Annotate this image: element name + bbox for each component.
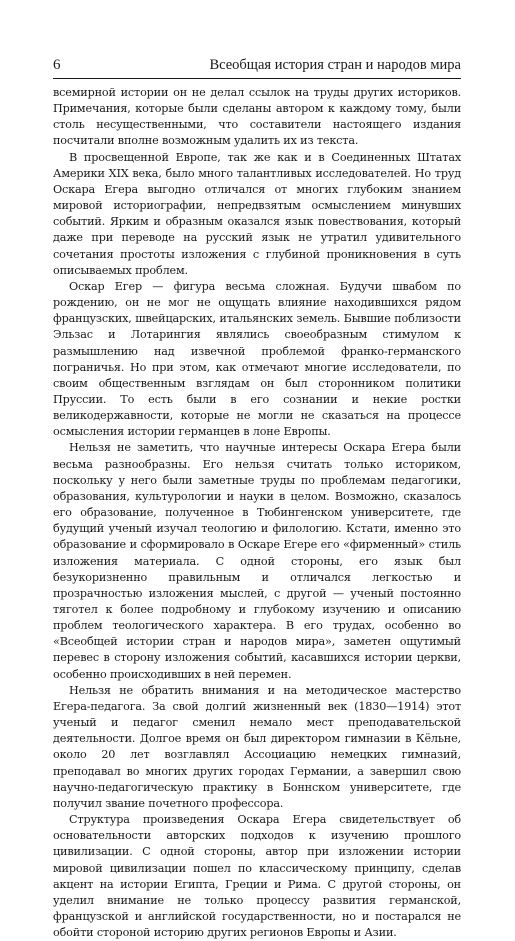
paragraph: Структура произведения Оскара Егера свидетельствует об основательности авторских подходов к изучению прошлого цивилизации. С одной стороны, автор при изложении истории мировой цивилизации пошел по классическому принципу, сделав акцент на истории Египта, Греции и Рима. С другой стороны, он уделил внимание не только процессу развития германской, французской и английской государственности, но и постарался не обойти стороной историю других регионов Европы и Азии. <box>53 813 461 940</box>
running-header <box>53 56 461 79</box>
paragraph: Нельзя не обратить внимания и на методическое мастерство Егера-педагога. За свой долгий жизненный век (1830—1914) этот ученый и педагог сменил немало мест преподавательской деятельности. Долгое время он был директором гимназии в Кёльне, около 20 лет возглавлял Ассоциацию немецких гимназий, преподавал во многих других городах Германии, а завершил свою научно-педагогическую практику в Боннском университете, где получил звание почетного профессора. <box>53 683 461 810</box>
paragraph: Нельзя не заметить, что научные интересы Оскара Егера были весьма разнообразны. Его нельзя считать только историком, поскольку у него были заметные труды по проблемам педагогики, образования, культурологии и науки в целом. Возможно, сказалось его образование, полученное в Тюбингенском университете, где будущий ученый изучал теологию и филологию. Кстати, именно это образование и сформировало в Оскаре Егере его «фирменный» стиль изложения материала. С одной стороны, его язык был безукоризненно правильным и отличался легкостью и прозрачностью изложения мыслей, с другой — ученый постоянно тяготел к более подробному и глубокому изучению и описанию проблем теологического характера. В его трудах, особенно во «Всеобщей истории стран и народов мира», заметен ощутимый перевес в сторону изложения событий, касавшихся истории церкви, особенно происходивших в ней перемен. <box>53 441 461 681</box>
book-page <box>53 56 461 941</box>
paragraph: В просвещенной Европе, так же как и в Соединенных Штатах Америки XIX века, было много талантливых исследователей. Но труд Оскара Егера выгодно отличался от многих глубоким знанием мировой историографии, непредвзятым осмыслением минувших событий. Ярким и образным оказался язык повествования, который даже при переводе на русский язык не утратил удивительного сочетания простоты изложения с глубиной проникновения в суть описываемых проблем. <box>53 150 461 277</box>
body-text <box>53 85 461 941</box>
paragraph: всемирной истории он не делал ссылок на труды других историков. Примечания, которые были сделаны автором к каждому тому, были столь несущественными, что составители настоящего издания посчитали вполне возможным удалить их из текста. <box>53 86 461 148</box>
page-number: 6 <box>53 57 61 73</box>
paragraph: Оскар Егер — фигура весьма сложная. Будучи швабом по рождению, он не мог не ощущать влияние находившихся рядом французских, швейцарских, итальянских земель. Бывшие поблизости Эльзас и Лотарингия являлись своеобразным стимулом к размышлению над извечной проблемой франко-германского пограничья. Но при этом, как отмечают многие исследователи, по своим общественным взглядам он был сторонником политики Пруссии. То есть были в его сознании и некие ростки великодержавности, которые не могли не сказаться на процессе осмысления истории германцев в лоне Европы. <box>53 279 461 439</box>
running-title: Всеобщая история стран и народов мира <box>209 57 461 73</box>
